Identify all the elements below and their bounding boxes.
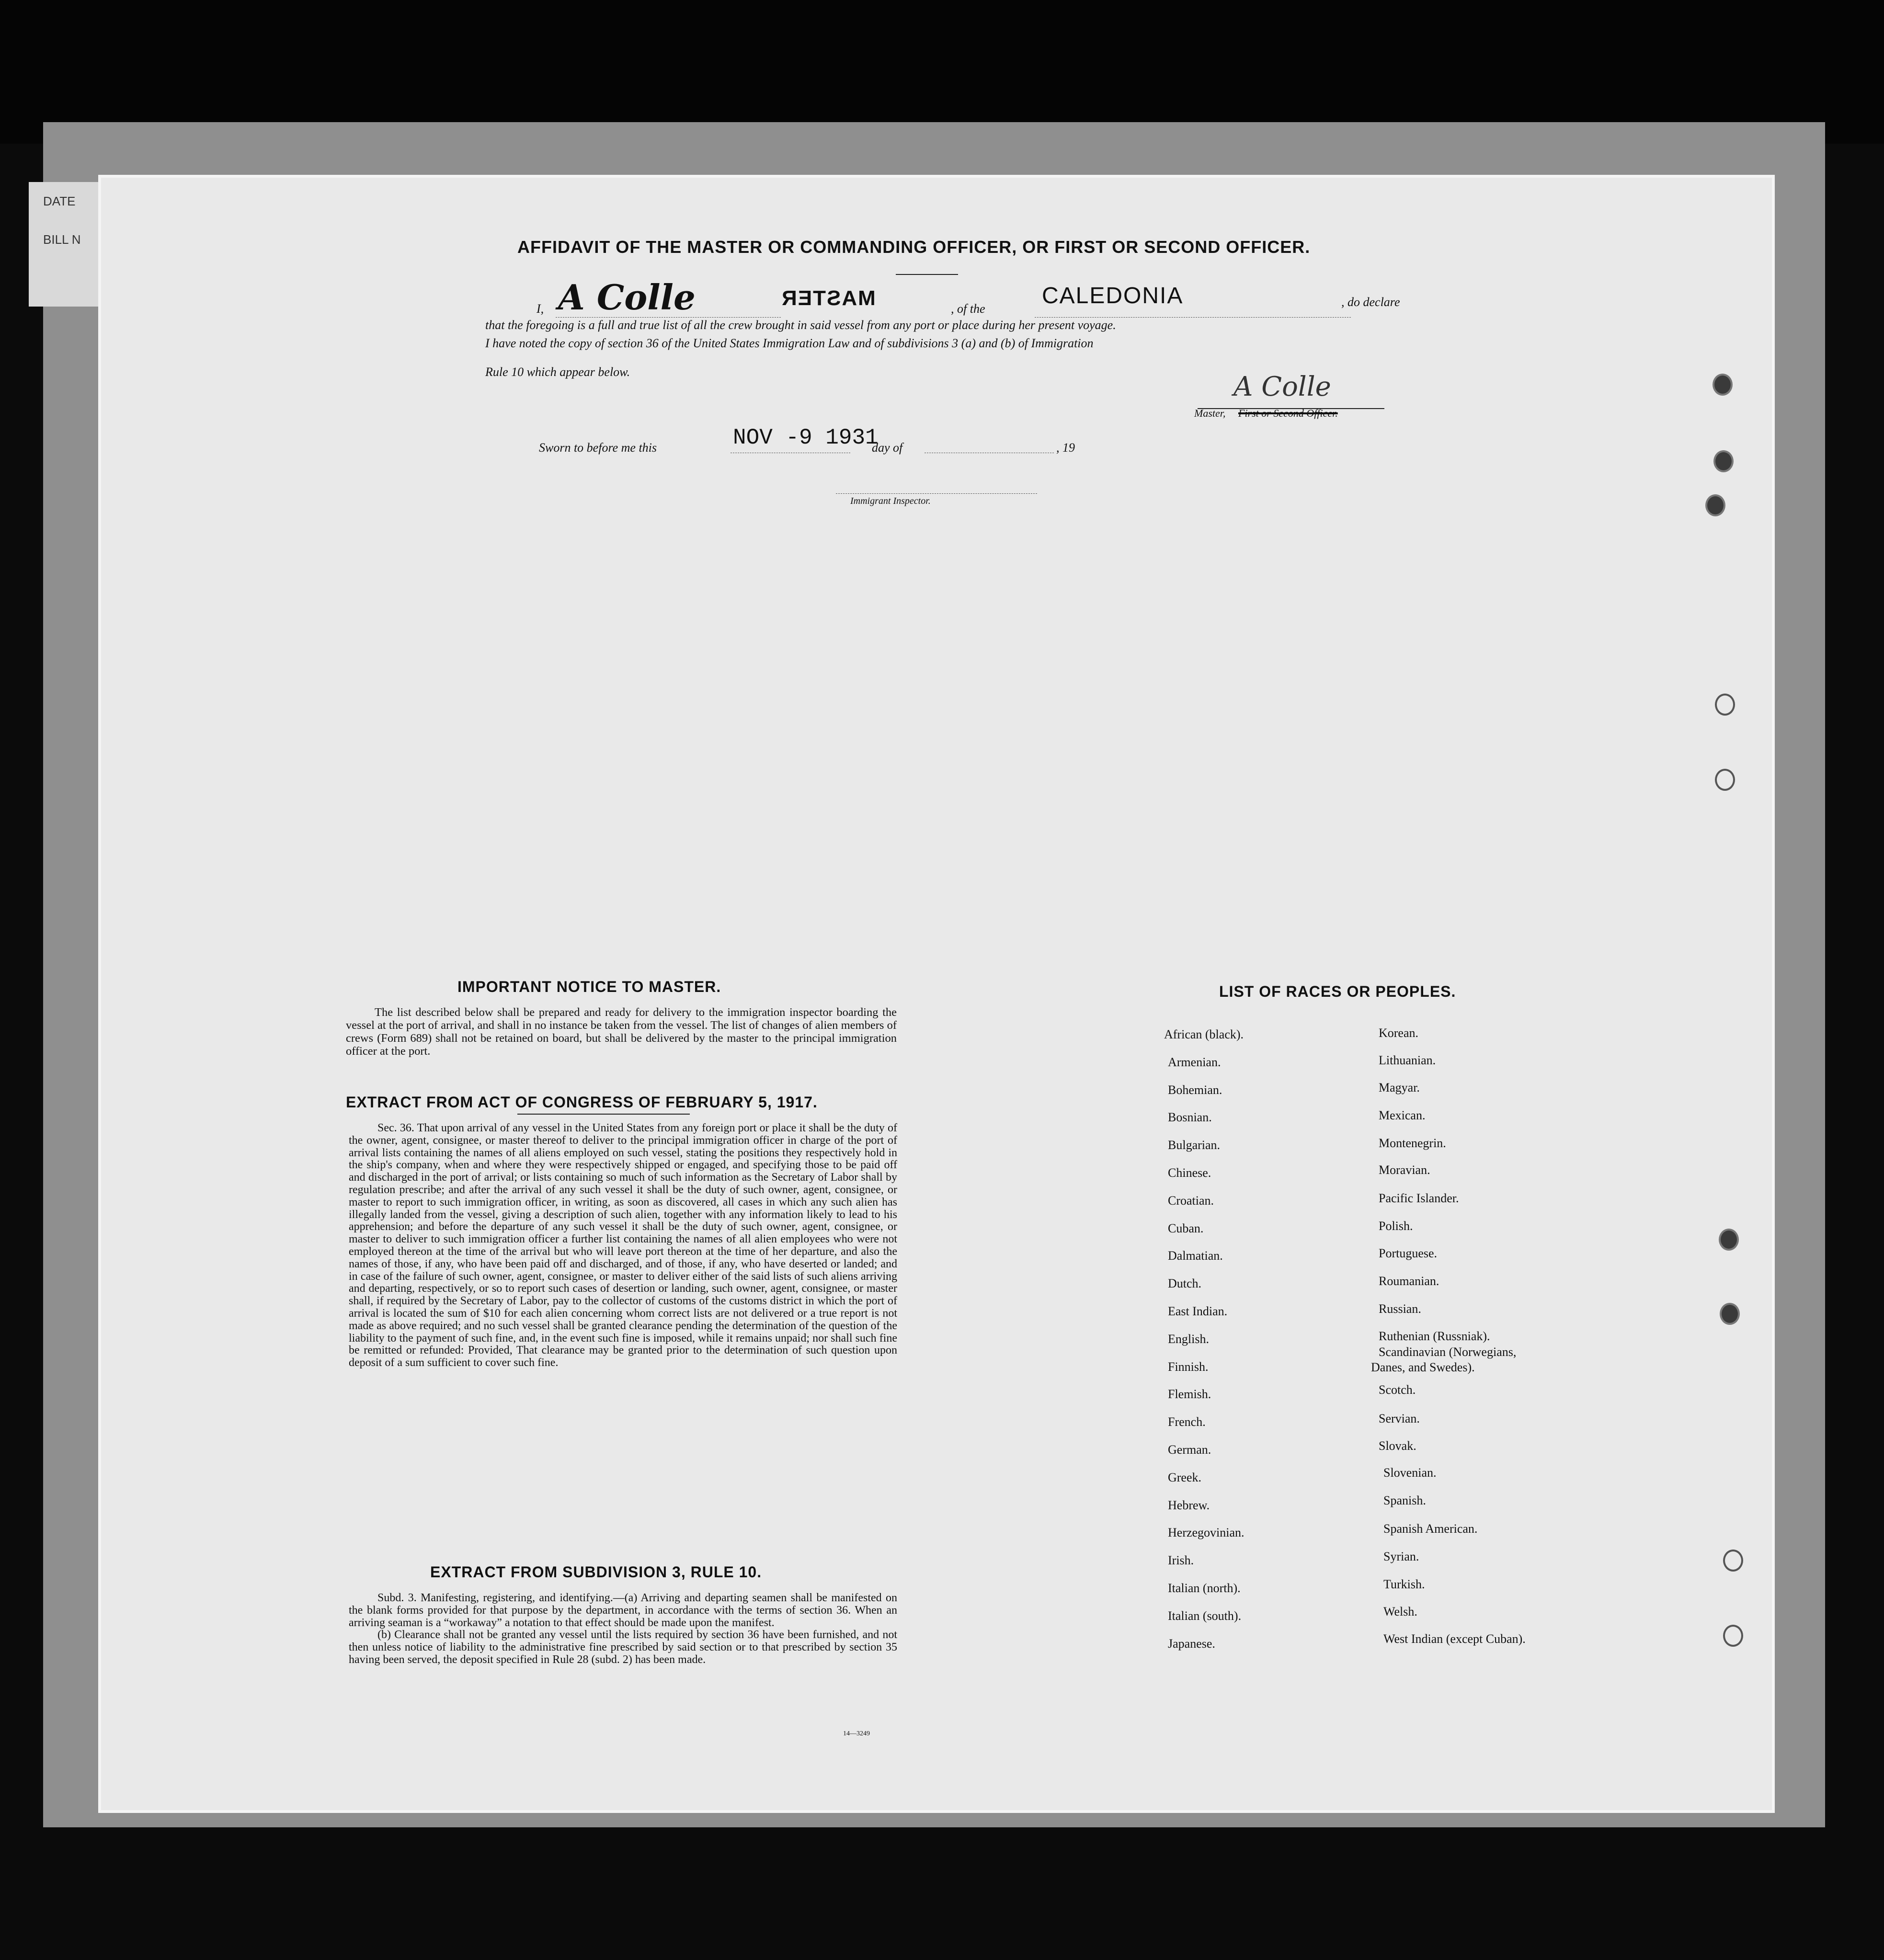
inspector-line <box>836 493 1037 494</box>
punch-hole-icon <box>1713 450 1734 472</box>
race-item: Korean. <box>1379 1026 1419 1040</box>
race-item: Welsh. <box>1383 1605 1417 1618</box>
race-item: African (black). <box>1164 1027 1244 1041</box>
race-item: Scandinavian (Norwegians, <box>1379 1345 1517 1359</box>
race-item: Armenian. <box>1168 1055 1221 1069</box>
race-item: Croatian. <box>1168 1193 1214 1208</box>
race-item: Chinese. <box>1168 1166 1211 1180</box>
punch-hole-icon <box>1723 1625 1743 1647</box>
subdivision-a-paragraph: Subd. 3. Manifesting, registering, and identifying.—(a) Arriving and departing seamen shall be manifested on the blank forms provided for that purpose by the department, in accordance with the terms of section 36. When an arriving seaman is a “workaway” a notation to that effect should be made upon the manifest. <box>349 1592 897 1629</box>
stub-line: BILL N <box>43 232 81 247</box>
races-title: LIST OF RACES OR PEOPLES. <box>1219 983 1456 1000</box>
stub-line: DATE <box>43 194 76 208</box>
race-item: Moravian. <box>1379 1163 1430 1177</box>
extract-title: EXTRACT FROM SUBDIVISION 3, RULE 10. <box>430 1563 762 1581</box>
punch-hole-icon <box>1705 494 1725 516</box>
sworn-prefix: Sworn to before me this <box>539 441 657 455</box>
race-item: Turkish. <box>1383 1577 1425 1591</box>
punch-hole-icon <box>1715 769 1735 791</box>
race-item: Japanese. <box>1168 1636 1215 1651</box>
race-item: Slovenian. <box>1383 1466 1437 1480</box>
race-item: Scotch. <box>1379 1383 1416 1397</box>
race-item: Dutch. <box>1168 1276 1202 1291</box>
master-signature: A Colle <box>1233 371 1331 402</box>
extract-title: EXTRACT FROM ACT OF CONGRESS OF FEBRUARY 5, 1917. <box>346 1094 818 1111</box>
vessel-name: CALEDONIA <box>1042 283 1184 308</box>
affidavit-of: , of the <box>951 302 985 316</box>
race-item: Cuban. <box>1168 1221 1204 1235</box>
race-item: Irish. <box>1168 1553 1194 1568</box>
race-item: Montenegrin. <box>1379 1136 1446 1150</box>
affidavit-line: Rule 10 which appear below. <box>485 365 630 379</box>
affidavit-title: AFFIDAVIT OF THE MASTER OR COMMANDING OFFICER, OR FIRST OR SECOND OFFICER. <box>517 237 1311 257</box>
race-item: Slovak. <box>1379 1439 1416 1453</box>
race-item: East Indian. <box>1168 1304 1228 1318</box>
handwritten-signature: A Colle <box>558 277 696 318</box>
race-item: Ruthenian (Russniak). <box>1379 1329 1490 1343</box>
title-underline <box>517 1114 690 1115</box>
punch-hole-icon <box>1720 1303 1740 1325</box>
race-item: Syrian. <box>1383 1550 1419 1563</box>
sworn-year: , 19 <box>1056 441 1075 455</box>
race-item: Roumanian. <box>1379 1274 1439 1288</box>
race-item: French. <box>1168 1415 1206 1429</box>
race-item: Finnish. <box>1168 1359 1209 1374</box>
inspector-caption: Immigrant Inspector. <box>850 496 931 506</box>
race-item: Spanish American. <box>1383 1522 1478 1536</box>
document-page <box>98 175 1775 1813</box>
race-item: English. <box>1168 1332 1209 1346</box>
affidavit-line: that the foregoing is a full and true list of all the crew brought in said vessel from any port or place during her present voyage. <box>485 318 1116 332</box>
race-item: Pacific Islander. <box>1379 1191 1459 1205</box>
race-item: Bohemian. <box>1168 1083 1222 1097</box>
divider <box>896 274 958 275</box>
punch-hole-icon <box>1719 1229 1739 1251</box>
race-item: Bulgarian. <box>1168 1138 1221 1152</box>
notice-body <box>346 1006 897 1058</box>
race-item: Italian (south). <box>1168 1608 1242 1623</box>
race-item: Lithuanian. <box>1379 1053 1436 1067</box>
punch-hole-icon <box>1713 374 1733 396</box>
race-item: Bosnian. <box>1168 1110 1212 1125</box>
race-item: German. <box>1168 1443 1211 1457</box>
affidavit-prefix: I, <box>537 302 544 316</box>
notice-paragraph: The list described below shall be prepared and ready for delivery to the immigration inspector boarding the vessel at the port of arrival, and shall in no instance be taken from the vessel. The list of changes of alien members of crews (Form 689) shall not be retained on board, but shall be delivered by the master to the principal immigration officer at the port. <box>346 1006 897 1058</box>
race-item: Danes, and Swedes). <box>1371 1360 1475 1374</box>
punch-hole-icon <box>1715 694 1735 716</box>
extract-body <box>349 1122 897 1369</box>
rank-stamp: MASTER <box>781 286 876 310</box>
form-number: 14—3249 <box>843 1730 870 1737</box>
notice-title: IMPORTANT NOTICE TO MASTER. <box>457 978 721 995</box>
race-item: Portuguese. <box>1379 1246 1438 1260</box>
date-stamp: NOV -9 1931 <box>733 425 879 450</box>
race-item: Dalmatian. <box>1168 1249 1223 1263</box>
race-item: Mexican. <box>1379 1108 1426 1122</box>
affidavit-line: I have noted the copy of section 36 of the United States Immigration Law and of subdivisions 3 (a) and (b) of Immigration <box>485 336 1094 350</box>
blank-line <box>556 317 781 318</box>
subdivision-b-paragraph: (b) Clearance shall not be granted any vessel until the lists required by section 36 have been furnished, and not then unless notice of liability to the administrative fine prescribed by said section or to that prescribed by section 35 having been served, the deposit specified in Rule 28 (subd. 2) has been made. <box>349 1629 897 1666</box>
race-item: Polish. <box>1379 1219 1413 1233</box>
affidavit-suffix: , do declare <box>1341 295 1400 309</box>
blank-line <box>1035 317 1351 318</box>
race-item: Herzegovinian. <box>1168 1526 1245 1540</box>
race-item: Russian. <box>1379 1302 1421 1316</box>
race-item: West Indian (except Cuban). <box>1383 1632 1526 1646</box>
sworn-day-of: day of <box>872 441 903 455</box>
master-caption: Master, <box>1194 407 1226 419</box>
race-item: Magyar. <box>1379 1081 1420 1094</box>
race-item: Hebrew. <box>1168 1498 1210 1512</box>
race-item: Spanish. <box>1383 1493 1426 1507</box>
extract-body <box>349 1592 897 1666</box>
race-item: Flemish. <box>1168 1387 1211 1402</box>
punch-hole-icon <box>1723 1550 1743 1572</box>
section-36-paragraph: Sec. 36. That upon arrival of any vessel in the United States from any foreign port or place it shall be the duty of the owner, agent, consignee, or master thereof to deliver to the principal immigration officer in charge of the port of arrival lists containing the names of all aliens employed on such vessel, stating the positions they respectively hold in the ship's company, when and where they were respectively shipped or engaged, and specifying those to be paid off and discharged in the port of arrival; or lists containing so much of such information as the Secretary of Labor shall by regulation prescribe; and after the arrival of any such vessel it shall be the duty of such owner, agent, consignee, or master to report to such immigration officer, in writing, as soon as discovered, all cases in which any such alien has illegally landed from the vessel, giving a description of such alien, together with any information likely to lead to his apprehension; and before the departure of any such vessel it shall be the duty of such owner, agent, consignee, or master to deliver to such immigration officer a further list containing the names of all alien employees who were not employed thereon at the time of the arrival but who will leave port thereon at the time of her departure, and also the names of those, if any, who have been paid off and discharged, and of those, if any, who have deserted or landed; and in case of the failure of such owner, agent, consignee, or master to deliver either of the said lists of such aliens arriving and departing, respectively, or so to report such cases of desertion or landing, such owner, agent, consignee, or master shall, if required by the Secretary of Labor, pay to the collector of customs of the customs district in which the port of arrival is located the sum of $10 for each alien concerning whom correct lists are not delivered or a true report is not made as above required; and no such vessel shall be granted clearance pending the determination of the question of the liability to the payment of such fine, and, in the event such fine is imposed, while it remains unpaid; nor shall such fine be remitted or refunded: Provided, That clearance may be granted prior to the determination of such question upon deposit of a sum sufficient to cover such fine. <box>349 1122 897 1369</box>
struck-caption: First or Second Officer. <box>1238 407 1338 419</box>
race-item: Servian. <box>1379 1412 1420 1425</box>
race-item: Greek. <box>1168 1470 1202 1484</box>
race-item: Italian (north). <box>1168 1581 1241 1595</box>
